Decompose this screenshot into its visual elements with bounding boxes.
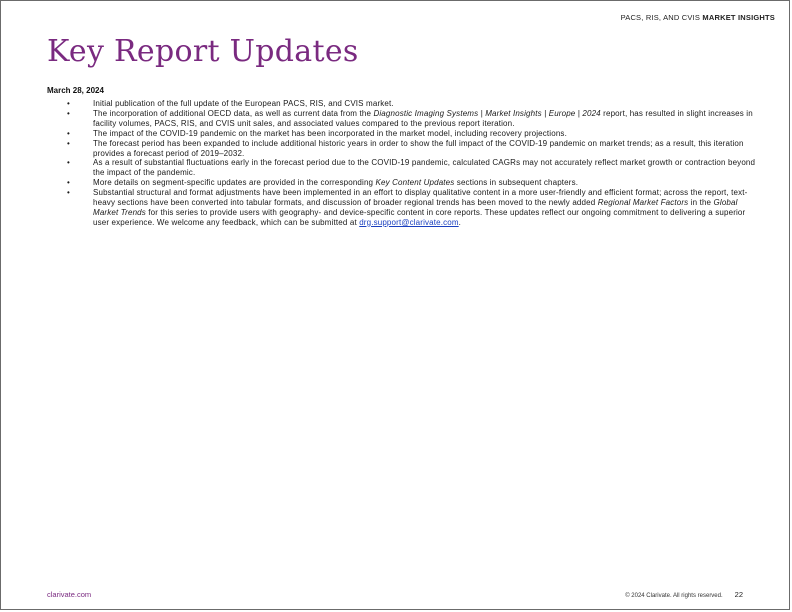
- running-header-prefix: PACS, RIS, AND CVIS: [620, 13, 703, 22]
- footer-site-link[interactable]: clarivate.com: [47, 590, 92, 599]
- bullet-section-name: Regional Market Factors: [597, 198, 689, 208]
- update-date: March 28, 2024: [47, 86, 104, 95]
- running-header-suffix: MARKET INSIGHTS: [702, 13, 775, 22]
- bullet-icon: •: [67, 158, 70, 168]
- bullet-text: report, has resulted in slight increases in facility volumes, PACS, RIS, and CVIS unit sales, and associated values compared to the previous report iteration.: [93, 108, 753, 128]
- list-item: [67, 99, 757, 109]
- list-item: [67, 109, 757, 129]
- bullet-icon: •: [67, 188, 70, 198]
- running-header: [621, 13, 775, 22]
- bullet-text: Substantial structural and format adjustments have been implemented in an effort to display qualitative content in a more user-friendly and efficient format; across the report, text-heavy sections have been converted into tabular formats, and discussion of broader regional trends has been moved to the newly added: [93, 188, 748, 208]
- bullet-icon: •: [67, 138, 70, 148]
- bullet-icon: •: [67, 178, 70, 188]
- bullet-text: More details on segment-specific updates are provided in the corresponding: [93, 178, 376, 188]
- list-item: [67, 188, 757, 228]
- bullet-text: The incorporation of additional OECD data, as well as current data from the: [93, 108, 374, 118]
- list-item: [67, 139, 757, 159]
- bullet-icon: •: [67, 128, 70, 138]
- updates-list: [67, 99, 757, 228]
- page-number: 22: [734, 590, 743, 599]
- footer-right: [625, 590, 743, 599]
- bullet-text: for this series to provide users with geography- and device-specific content in core reports. These updates reflect our ongoing commitment to delivering a superior user experience. We welcome any feedback, which can be submitted at: [93, 207, 746, 227]
- bullet-section-name: Key Content Updates: [375, 178, 455, 188]
- list-item: [67, 178, 757, 188]
- bullet-text: Initial publication of the full update of the European PACS, RIS, and CVIS market.: [93, 99, 394, 108]
- bullet-report-title: Diagnostic Imaging Systems | Market Insights | Europe | 2024: [373, 108, 601, 118]
- support-email-link[interactable]: drg.support@clarivate.com: [359, 217, 459, 227]
- bullet-section-name: Global Market Trends: [93, 198, 738, 217]
- list-item: [67, 158, 757, 178]
- bullet-text: .: [458, 217, 462, 227]
- bullet-text: in the: [688, 198, 714, 208]
- bullet-text: sections in subsequent chapters.: [454, 178, 579, 188]
- bullet-text: The forecast period has been expanded to include additional historic years in order to show the full impact of the COVID-19 pandemic on market trends; as a result, this iteration provides a forecast period of 2019–2032.: [93, 138, 744, 158]
- page-title: Key Report Updates: [47, 34, 359, 69]
- list-item: [67, 129, 757, 139]
- bullet-text: As a result of substantial fluctuations early in the forecast period due to the COVID-19 pandemic, calculated CAGRs may not accurately reflect market growth or contraction beyond the impact of the pandemic.: [93, 158, 756, 178]
- bullet-text: The impact of the COVID-19 pandemic on the market has been incorporated in the market model, including recovery projections.: [93, 128, 567, 138]
- copyright-text: © 2024 Clarivate. All rights reserved.: [625, 593, 723, 599]
- bullet-icon: •: [67, 108, 70, 118]
- bullet-icon: •: [67, 99, 70, 108]
